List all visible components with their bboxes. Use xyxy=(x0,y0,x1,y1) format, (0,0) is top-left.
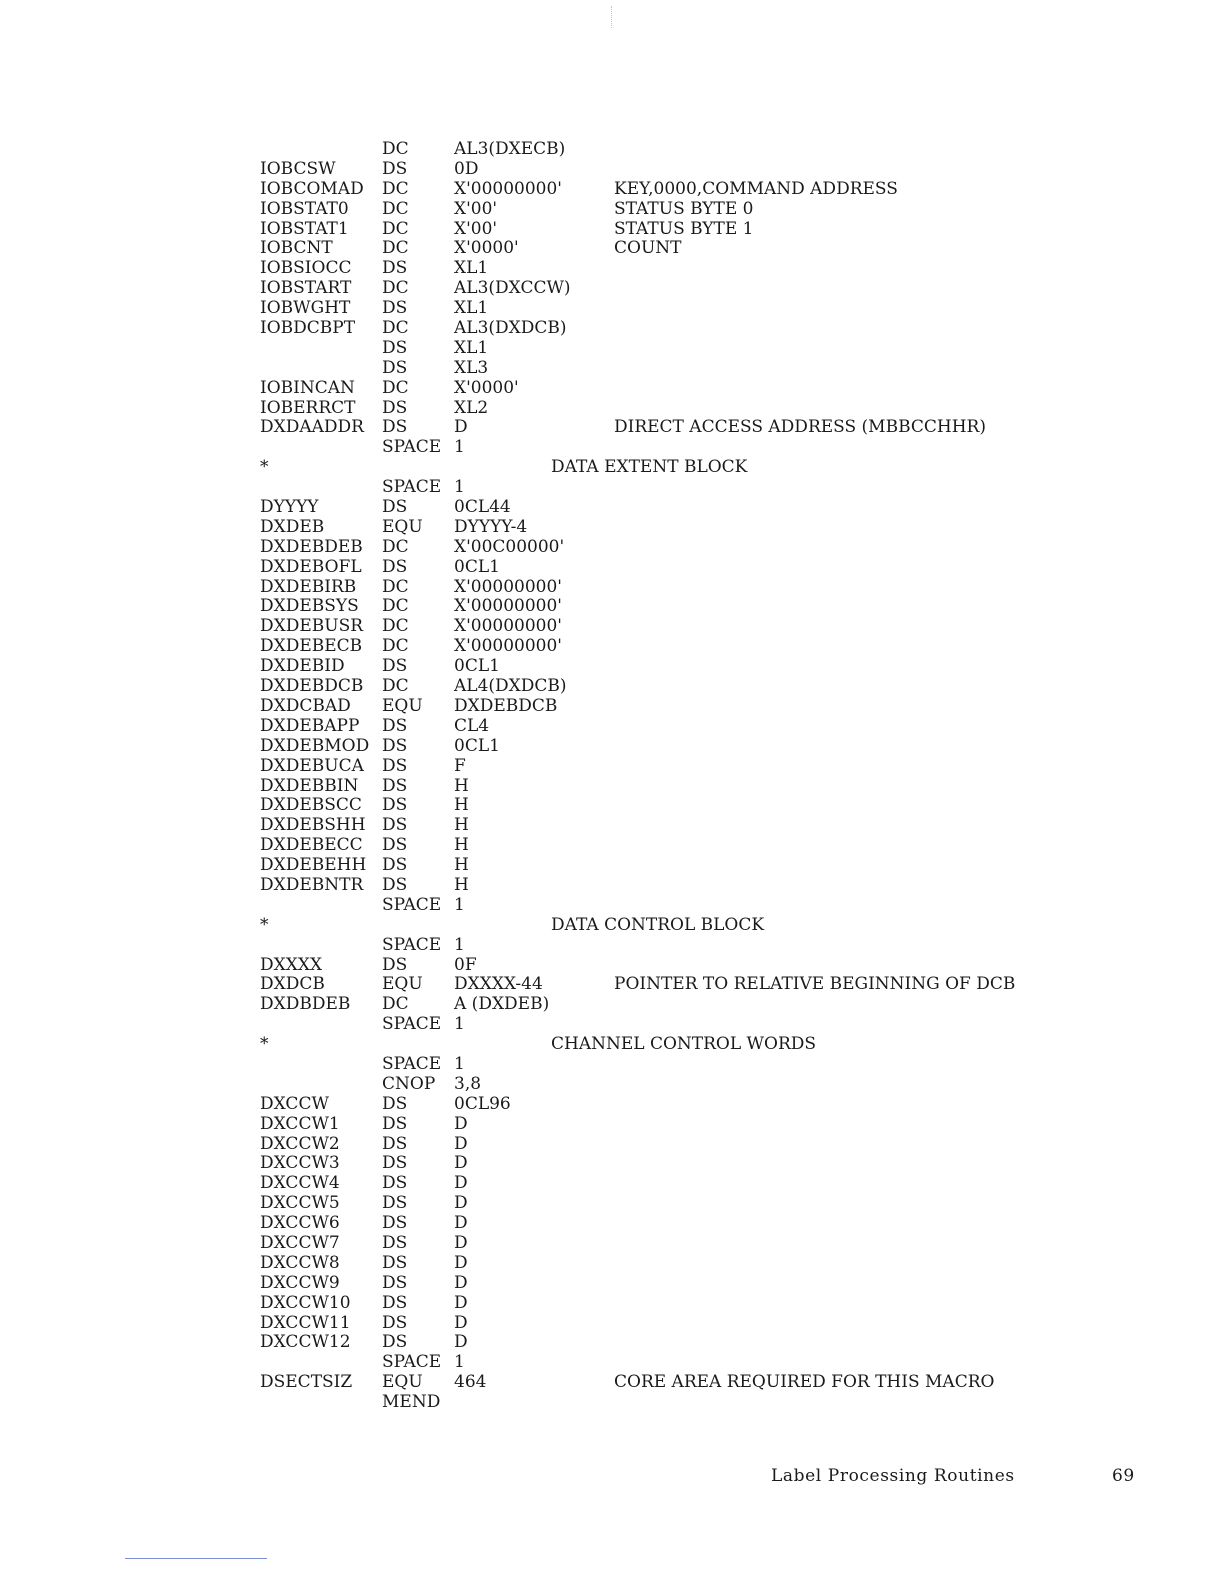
listing-operand: D xyxy=(454,1193,468,1214)
listing-opcode: DS xyxy=(382,1332,408,1353)
listing-opcode: DS xyxy=(382,815,408,836)
listing-label: IOBCOMAD xyxy=(260,178,364,199)
listing-operand: D xyxy=(454,1133,468,1154)
listing-operand: A (DXDEB) xyxy=(454,994,550,1015)
listing-operand: XL1 xyxy=(454,258,489,279)
listing-operand: X'00C00000' xyxy=(454,536,565,557)
listing-label: DXCCW6 xyxy=(260,1213,340,1234)
listing-operand: D xyxy=(454,1213,468,1234)
listing-operand: X'00000000' xyxy=(454,616,562,637)
listing-operand: D xyxy=(454,1292,468,1313)
listing-comment: COUNT xyxy=(614,238,682,259)
listing-label: DXDBDEB xyxy=(260,994,351,1015)
listing-label: IOBSTAT0 xyxy=(260,198,349,219)
listing-operand: CL4 xyxy=(454,715,490,736)
listing-label: DXXXX xyxy=(260,954,323,975)
listing-operand: AL4(DXDCB) xyxy=(454,676,567,697)
listing-opcode: DS xyxy=(382,874,408,895)
listing-opcode: DS xyxy=(382,1272,408,1293)
scan-mark xyxy=(611,6,613,28)
listing-label: * xyxy=(260,914,269,935)
listing-operand: X'00' xyxy=(454,218,498,239)
footer-section-title: Label Processing Routines xyxy=(771,1466,1015,1486)
listing-opcode: DS xyxy=(382,158,408,179)
listing-operand: 0CL44 xyxy=(454,497,511,518)
listing-comment: CORE AREA REQUIRED FOR THIS MACRO xyxy=(614,1372,995,1393)
listing-opcode: DC xyxy=(382,536,409,557)
listing-label: DXDEBMOD xyxy=(260,735,370,756)
listing-label: DXCCW7 xyxy=(260,1232,340,1253)
listing-operand: 1 xyxy=(454,1053,465,1074)
listing-opcode: DC xyxy=(382,676,409,697)
listing-comment: KEY,0000,COMMAND ADDRESS xyxy=(614,178,898,199)
listing-label: DXCCW10 xyxy=(260,1292,351,1313)
listing-label: IOBERRCT xyxy=(260,397,356,418)
listing-operand: XL1 xyxy=(454,337,489,358)
listing-opcode: DS xyxy=(382,755,408,776)
listing-operand: D xyxy=(454,1272,468,1293)
listing-opcode: DC xyxy=(382,238,409,259)
listing-operand: H xyxy=(454,775,469,796)
listing-label: DXCCW5 xyxy=(260,1193,340,1214)
listing-label: DXCCW12 xyxy=(260,1332,351,1353)
listing-opcode: DS xyxy=(382,298,408,319)
listing-opcode: DC xyxy=(382,616,409,637)
listing-operand: DYYYY-4 xyxy=(454,516,528,537)
listing-opcode: DS xyxy=(382,1213,408,1234)
listing-operand: AL3(DXDCB) xyxy=(454,318,567,339)
listing-operand: 1 xyxy=(454,934,465,955)
listing-operand: 1 xyxy=(454,1014,465,1035)
listing-label: DXDAADDR xyxy=(260,417,364,438)
listing-label: DXDEBSYS xyxy=(260,596,359,617)
listing-operand: H xyxy=(454,855,469,876)
listing-opcode: DS xyxy=(382,1153,408,1174)
listing-opcode: DS xyxy=(382,1173,408,1194)
listing-opcode: SPACE xyxy=(382,1014,442,1035)
listing-opcode: SPACE xyxy=(382,1053,442,1074)
listing-label: DXDCB xyxy=(260,974,325,995)
listing-opcode: DS xyxy=(382,1133,408,1154)
listing-operand: 0CL96 xyxy=(454,1093,511,1114)
listing-operand: D xyxy=(454,1232,468,1253)
listing-label: DXCCW11 xyxy=(260,1312,351,1333)
listing-opcode: DC xyxy=(382,596,409,617)
listing-opcode: DC xyxy=(382,198,409,219)
listing-operand: X'00' xyxy=(454,198,498,219)
listing-operand: 1 xyxy=(454,894,465,915)
listing-label: DSECTSIZ xyxy=(260,1372,353,1393)
listing-opcode: DS xyxy=(382,397,408,418)
listing-label: DXDEBDEB xyxy=(260,536,363,557)
listing-opcode: DS xyxy=(382,1113,408,1134)
listing-label: DYYYY xyxy=(260,497,319,518)
listing-label: DXCCW3 xyxy=(260,1153,340,1174)
listing-opcode: DS xyxy=(382,497,408,518)
listing-operand: H xyxy=(454,835,469,856)
listing-label: DXDEBNTR xyxy=(260,874,364,895)
listing-operand: X'0000' xyxy=(454,377,519,398)
listing-label: IOBINCAN xyxy=(260,377,355,398)
section-heading: DATA EXTENT BLOCK xyxy=(551,457,748,478)
listing-operand: D xyxy=(454,1113,468,1134)
listing-label: DXDEBID xyxy=(260,656,345,677)
section-heading: DATA CONTROL BLOCK xyxy=(551,914,765,935)
listing-opcode: DC xyxy=(382,318,409,339)
listing-opcode: DC xyxy=(382,178,409,199)
listing-opcode: DS xyxy=(382,1292,408,1313)
listing-label: IOBDCBPT xyxy=(260,318,356,339)
listing-opcode: DC xyxy=(382,278,409,299)
listing-opcode: SPACE xyxy=(382,894,442,915)
listing-label: IOBSIOCC xyxy=(260,258,352,279)
listing-operand: 3,8 xyxy=(454,1073,482,1094)
listing-operand: X'00000000' xyxy=(454,596,562,617)
listing-comment: DIRECT ACCESS ADDRESS (MBBCCHHR) xyxy=(614,417,986,438)
listing-label: DXDEBOFL xyxy=(260,556,362,577)
listing-comment: STATUS BYTE 1 xyxy=(614,218,754,239)
listing-operand: H xyxy=(454,815,469,836)
listing-opcode: SPACE xyxy=(382,1352,442,1373)
listing-operand: H xyxy=(454,874,469,895)
listing-operand: 1 xyxy=(454,477,465,498)
listing-operand: F xyxy=(454,755,466,776)
listing-operand: XL1 xyxy=(454,298,489,319)
listing-label: DXDCBAD xyxy=(260,695,351,716)
listing-opcode: CNOP xyxy=(382,1073,436,1094)
listing-opcode: DS xyxy=(382,417,408,438)
listing-opcode: DS xyxy=(382,715,408,736)
listing-operand: D xyxy=(454,1173,468,1194)
listing-label: DXDEBIRB xyxy=(260,576,357,597)
listing-label: DXCCW2 xyxy=(260,1133,340,1154)
listing-opcode: DS xyxy=(382,855,408,876)
listing-opcode: DS xyxy=(382,556,408,577)
listing-label: DXCCW xyxy=(260,1093,329,1114)
listing-opcode: EQU xyxy=(382,695,423,716)
listing-opcode: DS xyxy=(382,656,408,677)
listing-operand: D xyxy=(454,1332,468,1353)
listing-operand: X'00000000' xyxy=(454,178,562,199)
listing-label: IOBCSW xyxy=(260,158,336,179)
listing-opcode: EQU xyxy=(382,974,423,995)
listing-opcode: DC xyxy=(382,139,409,159)
listing-opcode: DC xyxy=(382,636,409,657)
listing-operand: H xyxy=(454,795,469,816)
listing-opcode: DS xyxy=(382,954,408,975)
listing-label: DXCCW8 xyxy=(260,1252,340,1273)
listing-operand: X'0000' xyxy=(454,238,519,259)
listing-opcode: DS xyxy=(382,795,408,816)
listing-comment: STATUS BYTE 0 xyxy=(614,198,754,219)
listing-opcode: SPACE xyxy=(382,477,442,498)
listing-operand: DXXXX-44 xyxy=(454,974,543,995)
listing-operand: D xyxy=(454,1252,468,1273)
listing-label: DXDEB xyxy=(260,516,325,537)
listing-operand: 0CL1 xyxy=(454,656,500,677)
listing-operand: XL3 xyxy=(454,357,489,378)
section-heading: CHANNEL CONTROL WORDS xyxy=(551,1034,817,1055)
listing-opcode: DS xyxy=(382,337,408,358)
listing-label: DXDEBECB xyxy=(260,636,363,657)
listing-label: * xyxy=(260,457,269,478)
listing-operand: X'00000000' xyxy=(454,576,562,597)
listing-label: DXCCW1 xyxy=(260,1113,340,1134)
listing-opcode: SPACE xyxy=(382,437,442,458)
listing-label: DXDEBDCB xyxy=(260,676,364,697)
listing-comment: POINTER TO RELATIVE BEGINNING OF DCB xyxy=(614,974,1016,995)
listing-label: * xyxy=(260,1034,269,1055)
listing-label: IOBSTAT1 xyxy=(260,218,349,239)
listing-operand: AL3(DXCCW) xyxy=(454,278,571,299)
page-footer xyxy=(0,1466,1224,1490)
listing-label: IOBWGHT xyxy=(260,298,351,319)
scan-artifact-rule xyxy=(125,1558,267,1559)
listing-opcode: DS xyxy=(382,775,408,796)
listing-opcode: DS xyxy=(382,735,408,756)
listing-opcode: DS xyxy=(382,357,408,378)
listing-opcode: EQU xyxy=(382,1372,423,1393)
listing-label: IOBCNT xyxy=(260,238,333,259)
listing-opcode: DS xyxy=(382,258,408,279)
listing-label: DXCCW9 xyxy=(260,1272,340,1293)
listing-opcode: DS xyxy=(382,1252,408,1273)
listing-operand: D xyxy=(454,1312,468,1333)
listing-label: DXDEBEHH xyxy=(260,855,367,876)
listing-opcode: DS xyxy=(382,1232,408,1253)
listing-operand: X'00000000' xyxy=(454,636,562,657)
listing-operand: XL2 xyxy=(454,397,489,418)
listing-opcode: SPACE xyxy=(382,934,442,955)
listing-operand: 0F xyxy=(454,954,477,975)
listing-opcode: DC xyxy=(382,218,409,239)
listing-operand: 1 xyxy=(454,1352,465,1373)
listing-label: DXCCW4 xyxy=(260,1173,340,1194)
listing-opcode: MEND xyxy=(382,1392,441,1413)
listing-opcode: DC xyxy=(382,377,409,398)
listing-operand: 1 xyxy=(454,437,465,458)
listing-label: DXDEBUSR xyxy=(260,616,364,637)
listing-label: DXDEBECC xyxy=(260,835,363,856)
listing-opcode: DS xyxy=(382,835,408,856)
listing-opcode: DS xyxy=(382,1193,408,1214)
listing-opcode: DS xyxy=(382,1312,408,1333)
listing-opcode: DC xyxy=(382,994,409,1015)
listing-operand: DXDEBDCB xyxy=(454,695,558,716)
listing-label: DXDEBUCA xyxy=(260,755,364,776)
listing-operand: 0CL1 xyxy=(454,735,500,756)
listing-opcode: DC xyxy=(382,576,409,597)
listing-opcode: EQU xyxy=(382,516,423,537)
listing-label: DXDEBBIN xyxy=(260,775,359,796)
listing-operand: D xyxy=(454,417,468,438)
page-number: 69 xyxy=(1112,1466,1135,1486)
listing-label: DXDEBSCC xyxy=(260,795,362,816)
listing-label: IOBSTART xyxy=(260,278,352,299)
listing-operand: 0D xyxy=(454,158,479,179)
listing-operand: D xyxy=(454,1153,468,1174)
listing-opcode: DS xyxy=(382,1093,408,1114)
listing-operand: 464 xyxy=(454,1372,487,1393)
listing-operand: AL3(DXECB) xyxy=(454,139,566,159)
listing-operand: 0CL1 xyxy=(454,556,500,577)
listing-label: DXDEBAPP xyxy=(260,715,360,736)
listing-label: DXDEBSHH xyxy=(260,815,366,836)
